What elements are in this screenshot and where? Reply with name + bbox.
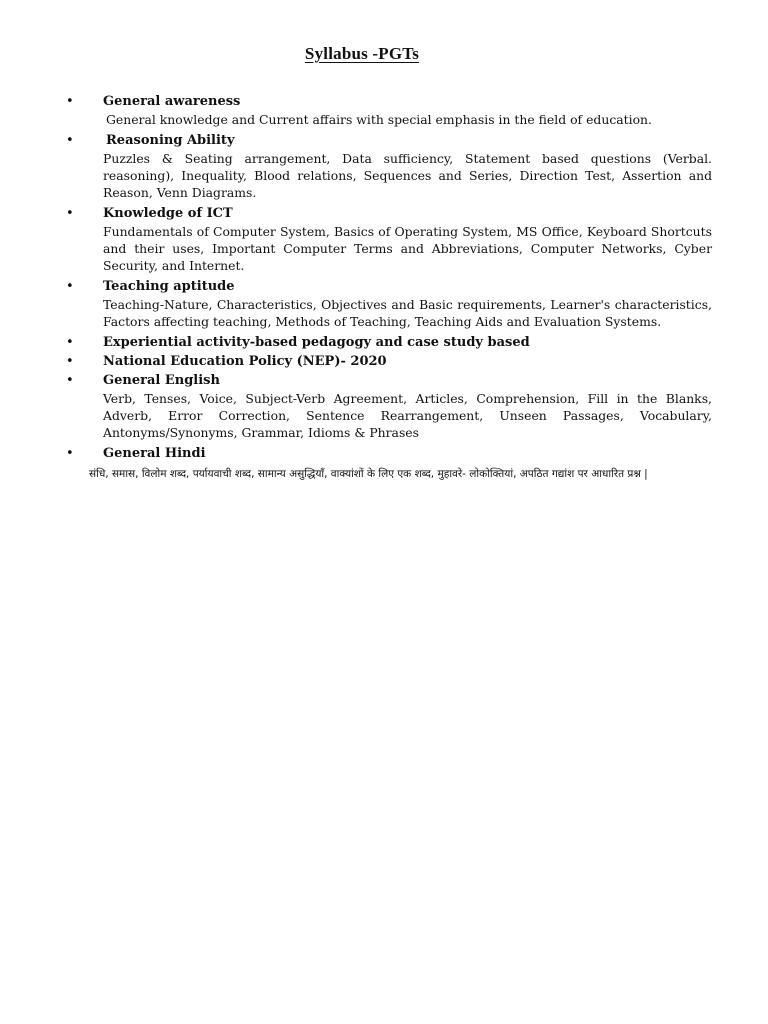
bullet-icon: • — [66, 133, 74, 148]
list-item-general-hindi — [0, 444, 768, 487]
section-description: Teaching-Nature, Characteristics, Objectives and Basic requirements, Learner's characteristics, Factors affecting teaching, Methods of Teaching, Teaching Aids and Evaluation Systems. — [103, 297, 712, 329]
section-description: Fundamentals of Computer System, Basics of Operating System, MS Office, Keyboard Shortcuts and their uses, Important Computer Terms and Abbreviations, Computer Networks, Cyber Security, and Internet. — [103, 224, 712, 273]
list-item-general-awareness — [0, 92, 768, 128]
section-heading: General Hindi — [103, 446, 206, 461]
section-heading: General awareness — [103, 94, 241, 109]
list-item-nep-2020 — [0, 352, 768, 371]
bullet-icon: • — [66, 206, 74, 221]
list-item-experiential-pedagogy — [0, 333, 768, 352]
bullet-icon: • — [66, 373, 74, 388]
section-description: Puzzles & Seating arrangement, Data sufficiency, Statement based questions (Verbal. reasoning), Inequality, Blood relations, Sequences and Series, Direction Test, Assertion and Reason, Venn Diagrams. — [103, 151, 712, 200]
section-heading: Reasoning Ability — [106, 133, 235, 148]
bullet-icon: • — [66, 94, 74, 109]
bullet-icon: • — [66, 335, 74, 350]
bullet-icon: • — [66, 279, 74, 294]
list-item-reasoning-ability — [0, 131, 768, 201]
section-heading: National Education Policy (NEP)- 2020 — [103, 354, 387, 369]
section-heading: Knowledge of ICT — [103, 206, 233, 221]
section-description: संधि, समास, विलोम शब्द, पर्यायवाची शब्द, सामान्य असुद्धियाँ, वाक्यांशों के लिए एक शब्द, मुहावरे- लोकोक्तियां, अपठित गद्यांश पर आधारित प्रश्न | — [89, 468, 648, 480]
section-heading: General English — [103, 373, 220, 388]
section-description: Verb, Tenses, Voice, Subject-Verb Agreement, Articles, Comprehension, Fill in the Blanks, Adverb, Error Correction, Sentence Rearrangement, Unseen Passages, Vocabulary, Antonyms/Synonyms, Grammar, Idioms & Phrases — [103, 391, 712, 440]
syllabus-list — [0, 92, 768, 490]
section-description: General knowledge and Current affairs with special emphasis in the field of education. — [106, 112, 652, 127]
section-heading: Teaching aptitude — [103, 279, 235, 294]
list-item-knowledge-of-ict — [0, 204, 768, 274]
list-item-general-english — [0, 371, 768, 441]
bullet-icon: • — [66, 354, 74, 369]
list-item-teaching-aptitude — [0, 277, 768, 330]
bullet-icon: • — [66, 446, 74, 461]
page-title: Syllabus -PGTs — [304, 44, 420, 63]
section-heading: Experiential activity-based pedagogy and case study based — [103, 335, 530, 350]
